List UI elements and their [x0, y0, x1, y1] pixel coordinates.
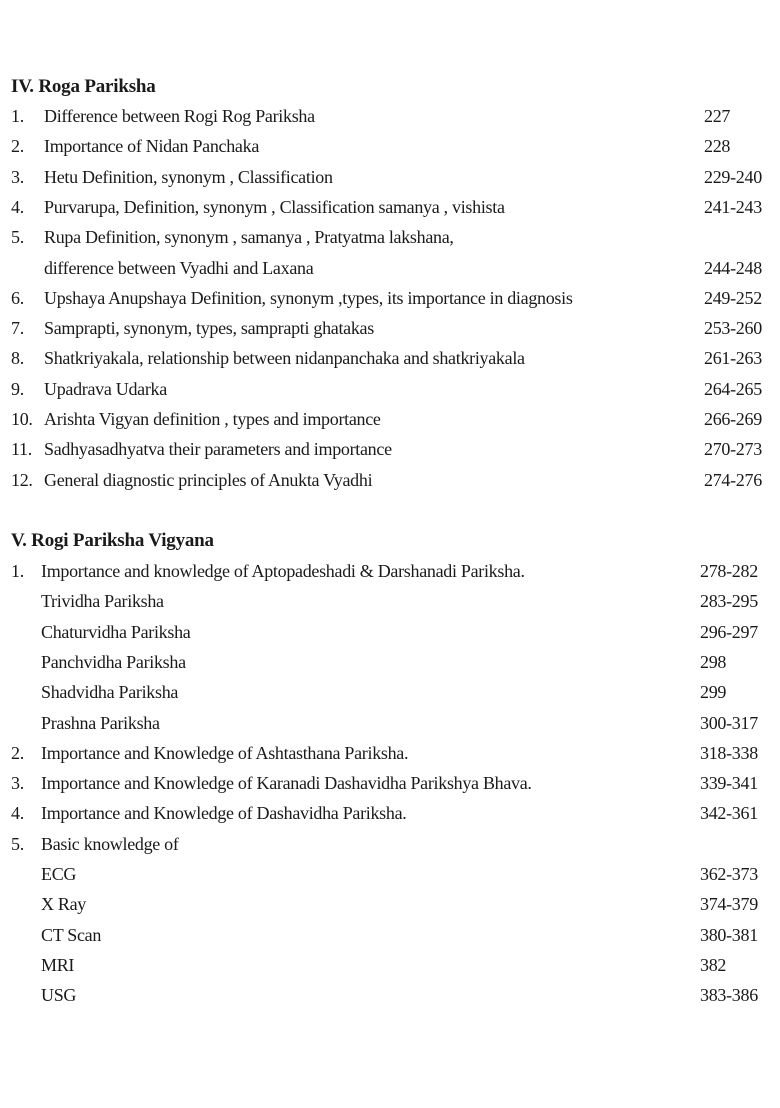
toc-entry	[0, 622, 780, 652]
toc-entry	[0, 136, 780, 166]
toc-entry-title: Basic knowledge of	[41, 833, 179, 854]
toc-entry	[0, 743, 780, 773]
toc-entry-pages: 299	[700, 682, 727, 703]
toc-entry-pages: 228	[704, 136, 731, 157]
toc-entry	[0, 925, 780, 955]
toc-entry-number: 2.	[11, 742, 24, 763]
toc-entry-pages: 264-265	[704, 378, 762, 399]
toc-entry-number: 4.	[11, 803, 24, 824]
toc-entry	[0, 864, 780, 894]
toc-entry-title: Panchvidha Pariksha	[41, 651, 186, 672]
toc-entry-number: 5.	[11, 227, 24, 248]
toc-entry-pages: 382	[700, 954, 727, 975]
toc-entry-title: Importance and knowledge of Aptopadeshadi & Darshanadi Pariksha.	[41, 561, 525, 581]
toc-entry-pages: 227	[704, 106, 731, 126]
toc-entry-title: X Ray	[41, 894, 86, 915]
toc-entry-title: Chaturvidha Pariksha	[41, 621, 191, 642]
toc-entry-pages: 249-252	[704, 287, 762, 308]
toc-entry-title: MRI	[41, 954, 75, 975]
toc-entry-number: 5.	[11, 833, 24, 854]
toc-entry-pages: 270-273	[704, 439, 762, 460]
toc-entry-number: 7.	[11, 318, 24, 339]
toc-entry	[0, 318, 780, 348]
toc-entry-title: Importance and Knowledge of Dashavidha Pariksha.	[41, 803, 407, 824]
toc-entry-title: Importance of Nidan Panchaka	[44, 136, 260, 157]
toc-entry	[0, 106, 780, 136]
toc-entry-number: 8.	[11, 348, 24, 369]
toc-entry	[0, 439, 780, 469]
toc-entry-pages: 318-338	[700, 742, 758, 763]
toc-entry-number: 10.	[11, 409, 33, 429]
toc-entry	[0, 470, 780, 500]
toc-entry	[0, 288, 780, 318]
toc-entry	[0, 955, 780, 985]
toc-entry	[0, 258, 780, 288]
toc-entry-pages: 278-282	[700, 561, 758, 581]
toc-entry-title: Importance and Knowledge of Ashtasthana Pariksha.	[41, 742, 409, 763]
section-title-rogi-pariksha-vigyana: V. Rogi Pariksha Vigyana	[11, 530, 214, 551]
toc-entry-number: 3.	[11, 773, 24, 794]
toc-entry	[0, 834, 780, 864]
toc-entry-pages: 253-260	[704, 318, 762, 339]
toc-entry-title: Prashna Pariksha	[41, 712, 160, 733]
toc-entry-number: 2.	[11, 136, 24, 157]
toc-entry	[0, 409, 780, 439]
toc-entry-pages: 274-276	[704, 469, 762, 490]
toc-entry-title: General diagnostic principles of Anukta Vyadhi	[44, 469, 373, 490]
toc-entry	[0, 348, 780, 378]
toc-entry-title: Samprapti, synonym, types, samprapti ghatakas	[44, 318, 374, 339]
toc-entry-title: Trividha Pariksha	[41, 591, 164, 612]
toc-entry-title: difference between Vyadhi and Laxana	[44, 257, 314, 278]
toc-entry-number: 3.	[11, 166, 24, 187]
toc-entry-title: Arishta Vigyan definition , types and importance	[44, 409, 381, 429]
toc-entry-pages: 339-341	[700, 773, 758, 794]
toc-entry-title: CT Scan	[41, 924, 102, 945]
section-title-roga-pariksha: IV. Roga Pariksha	[11, 76, 156, 97]
toc-entry-pages: 300-317	[700, 712, 758, 733]
toc-entry-pages: 296-297	[700, 621, 758, 642]
toc-entry-number: 4.	[11, 196, 24, 217]
toc-entry	[0, 773, 780, 803]
toc-entry-pages: 283-295	[700, 591, 758, 612]
toc-entry-pages: 383-386	[700, 985, 758, 1006]
toc-entry-title: Purvarupa, Definition, synonym , Classification samanya , vishista	[44, 196, 505, 217]
toc-entry-number: 6.	[11, 287, 24, 308]
toc-entry	[0, 379, 780, 409]
toc-entry-title: Shadvidha Pariksha	[41, 682, 179, 703]
toc-entry-title: Importance and Knowledge of Karanadi Dashavidha Parikshya Bhava.	[41, 773, 532, 794]
toc-entry-number: 9.	[11, 378, 24, 399]
toc-entry-pages: 342-361	[700, 803, 758, 824]
toc-entry	[0, 985, 780, 1015]
toc-entry-title: Rupa Definition, synonym , samanya , Pratyatma lakshana,	[44, 227, 454, 248]
toc-entry-pages: 374-379	[700, 894, 758, 915]
toc-entry	[0, 713, 780, 743]
toc-entry	[0, 652, 780, 682]
toc-entry-pages: 244-248	[704, 257, 762, 278]
toc-entry-number: 12.	[11, 469, 33, 490]
toc-entry	[0, 682, 780, 712]
toc-entry-pages: 229-240	[704, 166, 762, 187]
toc-entry-title: Upadrava Udarka	[44, 378, 167, 399]
toc-entry-title: Shatkriyakala, relationship between nidanpanchaka and shatkriyakala	[44, 348, 525, 369]
toc-entry-pages: 380-381	[700, 924, 758, 945]
toc-entry-pages: 266-269	[704, 409, 762, 429]
toc-entry	[0, 591, 780, 621]
toc-entry	[0, 167, 780, 197]
toc-entry	[0, 561, 780, 591]
toc-entry-number: 11.	[11, 439, 32, 460]
toc-entry-title: Difference between Rogi Rog Pariksha	[44, 106, 315, 126]
toc-entry	[0, 197, 780, 227]
toc-entry-number: 1.	[11, 561, 24, 581]
toc-entry-title: USG	[41, 985, 77, 1006]
toc-entry-pages: 362-373	[700, 864, 758, 884]
toc-entry-title: Sadhyasadhyatva their parameters and importance	[44, 439, 392, 460]
toc-entry-pages: 298	[700, 651, 727, 672]
toc-entry-title: Hetu Definition, synonym , Classification	[44, 166, 333, 187]
toc-entry-title: ECG	[41, 864, 77, 884]
toc-entry-pages: 241-243	[704, 196, 762, 217]
toc-entry-number: 1.	[11, 106, 24, 126]
toc-entry	[0, 227, 780, 257]
toc-entry-pages: 261-263	[704, 348, 762, 369]
toc-entry	[0, 894, 780, 924]
toc-entry	[0, 803, 780, 833]
toc-entry-title: Upshaya Anupshaya Definition, synonym ,types, its importance in diagnosis	[44, 287, 573, 308]
